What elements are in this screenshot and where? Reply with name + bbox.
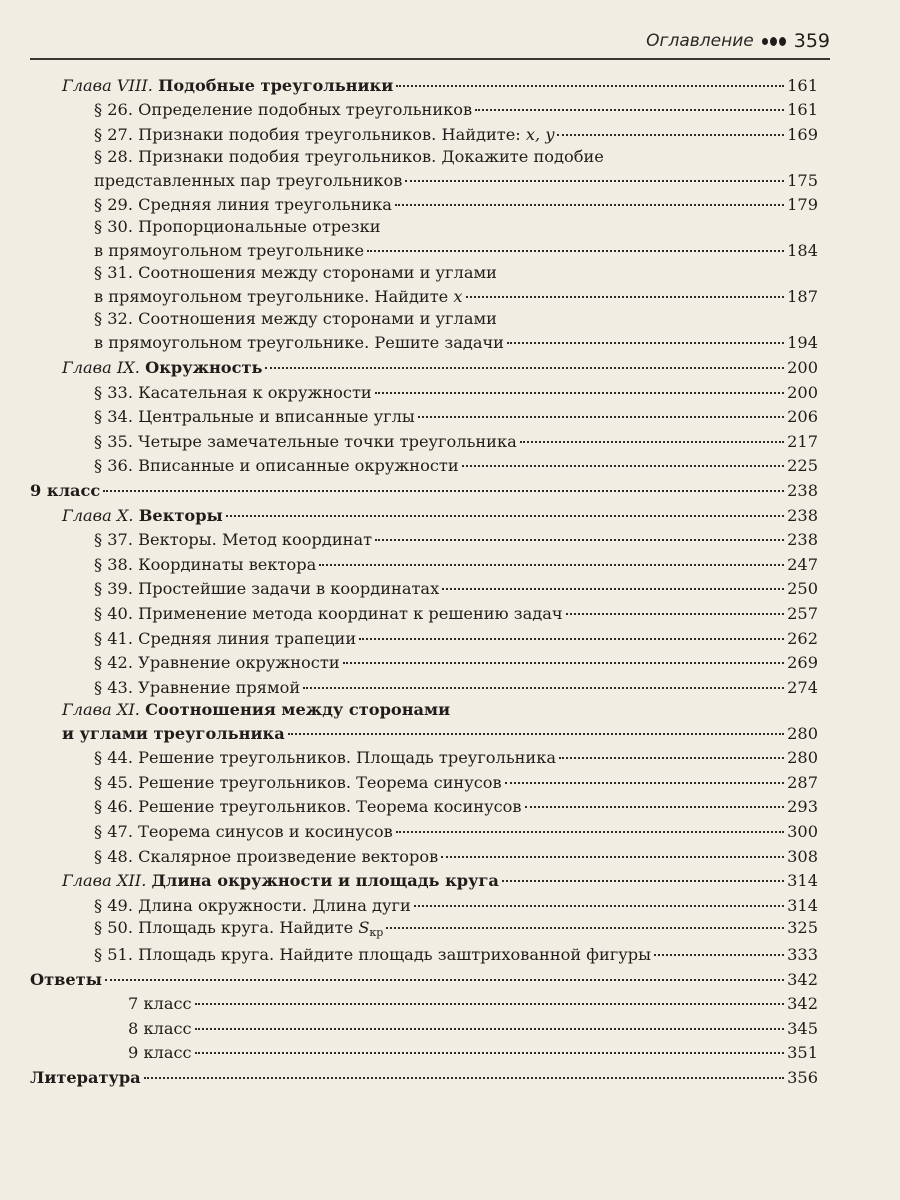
- toc-section-entry[interactable]: [94, 146, 818, 192]
- toc-page-number: 280: [787, 748, 818, 768]
- chapter-label: Глава XII.: [62, 871, 147, 891]
- toc-entry-title: [94, 407, 418, 426]
- dot-leader: [396, 85, 784, 87]
- chapter-label: Глава XI.: [62, 699, 140, 719]
- toc-entry-title: [30, 1068, 144, 1087]
- toc-entry-line: [94, 383, 818, 402]
- dot-leader: [375, 392, 784, 394]
- toc-page-number: 293: [787, 797, 818, 817]
- toc-section-entry[interactable]: [94, 551, 818, 576]
- toc-entry-title: [62, 358, 265, 377]
- toc-page-number: 274: [787, 677, 818, 697]
- math-variable: x, y: [525, 124, 555, 144]
- toc-entry-text: § 49. Длина окружности. Длина дуги: [94, 895, 411, 915]
- chapter-label: Глава X.: [62, 505, 134, 525]
- toc-entry-title: [94, 287, 466, 306]
- toc-entry-line: [128, 1043, 818, 1062]
- toc-page-number: 308: [787, 846, 818, 866]
- toc-page-number: 262: [787, 628, 818, 648]
- toc-entry-title: [94, 195, 395, 214]
- toc-section-entry[interactable]: [94, 769, 818, 794]
- toc-entry-title: [94, 896, 414, 915]
- toc-entry-title-line1: § 30. Пропорциональные отрезки: [94, 217, 381, 237]
- dot-leader: [367, 250, 784, 252]
- toc-entry-line: [94, 653, 818, 672]
- toc-entry-text: § 27. Признаки подобия треугольников. Найдите:: [94, 124, 526, 144]
- toc-entry-title: [94, 171, 405, 190]
- toc-entry-text: § 39. Простейшие задачи в координатах: [94, 579, 440, 599]
- dot-leader: [265, 367, 784, 369]
- toc-section-entry[interactable]: [94, 379, 818, 404]
- toc-chapter-entry[interactable]: [62, 868, 818, 893]
- toc-page-number: 314: [787, 895, 818, 915]
- toc-entry-line: [94, 797, 818, 816]
- toc-entry-title: [94, 333, 507, 352]
- toc-entry-title: [94, 555, 319, 574]
- toc-section-entry[interactable]: [94, 843, 818, 868]
- toc-entry-text: в прямоугольном треугольнике. Решите задачи: [94, 333, 504, 353]
- toc-part-entry[interactable]: [30, 1064, 818, 1089]
- chapter-name: Векторы: [138, 505, 223, 525]
- toc-entry-line: [94, 629, 818, 648]
- toc-entry-text: § 29. Средняя линия треугольника: [94, 195, 392, 215]
- chapter-label: Глава IX.: [62, 357, 140, 377]
- toc-answer-entry[interactable]: [128, 991, 818, 1016]
- dot-leader: [442, 588, 784, 590]
- dot-leader: [520, 441, 784, 443]
- toc-entry-text: § 45. Решение треугольников. Теорема синусов: [94, 772, 502, 792]
- toc-entry-title: [94, 579, 442, 598]
- toc-entry-line: [94, 579, 818, 598]
- dot-leader: [414, 905, 784, 907]
- toc-page-number: 187: [787, 287, 818, 307]
- toc-answer-entry[interactable]: [128, 1015, 818, 1040]
- toc-entry-text: 9 класс: [128, 1043, 192, 1063]
- toc-entry-title: [94, 100, 475, 119]
- dot-leader: [441, 856, 784, 858]
- toc-entry-text: § 47. Теорема синусов и косинусов: [94, 822, 393, 842]
- toc-entry-text: § 36. Вписанные и описанные окружности: [94, 456, 459, 476]
- toc-entry-title: [62, 76, 396, 95]
- toc-page-number: 351: [787, 1043, 818, 1063]
- toc-entry-line: [94, 100, 818, 119]
- toc-section-entry[interactable]: [94, 262, 818, 308]
- toc-entry-title: [94, 432, 520, 451]
- toc-page-number: 280: [787, 723, 818, 743]
- toc-section-entry[interactable]: [94, 527, 818, 552]
- toc-entry-title: [94, 125, 557, 144]
- dot-leader: [475, 109, 784, 111]
- page-header: [30, 28, 830, 60]
- toc-entry-title: [94, 530, 375, 549]
- dot-leader: [502, 880, 784, 882]
- dot-leader: [395, 204, 784, 206]
- toc-page-number: 342: [787, 969, 818, 989]
- toc-entry-title: [128, 994, 195, 1013]
- toc-entry-text: 8 класс: [128, 1018, 192, 1038]
- toc-entry-line: [128, 994, 818, 1013]
- toc-page-number: 257: [787, 603, 818, 623]
- toc-entry-title-line1: § 28. Признаки подобия треугольников. Докажите подобие: [94, 146, 604, 166]
- toc-entry-line: [94, 604, 818, 623]
- toc-entry-text: в прямоугольном треугольнике: [94, 241, 365, 261]
- toc-entry-title: [94, 918, 386, 939]
- toc-entry-title-line1: § 32. Соотношения между сторонами и углами: [94, 309, 497, 329]
- toc-entry-text: Литература: [30, 1068, 141, 1087]
- toc-entry-text: § 51. Площадь круга. Найдите площадь заштрихованной фигуры: [94, 945, 652, 965]
- toc-chapter-entry[interactable]: [62, 699, 818, 745]
- toc-page-number: 250: [787, 579, 818, 599]
- toc-section-entry[interactable]: [94, 794, 818, 819]
- toc-page-number: 342: [787, 994, 818, 1014]
- toc-chapter-entry[interactable]: [62, 354, 818, 379]
- ornament-dots-icon: [762, 37, 786, 46]
- toc-entry-text: § 42. Уравнение окружности: [94, 653, 340, 673]
- math-variable: S: [358, 918, 370, 938]
- toc-chapter-entry[interactable]: [62, 72, 818, 97]
- dot-leader: [195, 1003, 784, 1005]
- dot-leader: [507, 342, 784, 344]
- dot-leader: [405, 180, 784, 182]
- toc-entry-line: [94, 678, 818, 697]
- toc-page-number: 206: [787, 407, 818, 427]
- toc-entry-title: [94, 847, 441, 866]
- toc-page-number: 194: [787, 333, 818, 353]
- toc-entry-line: [94, 171, 818, 190]
- toc-section-entry[interactable]: [94, 625, 818, 650]
- toc-entry-title: [62, 724, 288, 743]
- dot-leader: [105, 979, 784, 981]
- dot-leader: [195, 1052, 784, 1054]
- toc-entry-title: [94, 748, 559, 767]
- dot-leader: [103, 490, 784, 492]
- toc-section-entry[interactable]: [94, 674, 818, 699]
- toc-entry-text: представленных пар треугольников: [94, 170, 403, 190]
- chapter-name: и углами треугольника: [62, 723, 285, 743]
- toc-page-number: 200: [787, 382, 818, 402]
- toc-entry-line: [94, 748, 818, 767]
- toc-page-number: 356: [787, 1068, 818, 1087]
- toc-entry-line: [94, 125, 818, 144]
- toc-page-number: 247: [787, 554, 818, 574]
- toc-entry-text: § 33. Касательная к окружности: [94, 382, 372, 402]
- dot-leader: [359, 638, 784, 640]
- toc-entry-title: [94, 383, 375, 402]
- toc-section-entry[interactable]: [94, 404, 818, 429]
- toc-entry-title: [30, 970, 105, 989]
- toc-entry-line: [30, 481, 818, 500]
- toc-entry-title: [94, 456, 462, 475]
- dot-leader: [466, 296, 785, 298]
- math-subscript: кр: [369, 926, 384, 940]
- toc-entry-title: [94, 773, 505, 792]
- chapter-label: Глава VIII.: [62, 75, 153, 95]
- toc-entry-line: [94, 432, 818, 451]
- toc-entry-line: [62, 724, 818, 743]
- dot-leader: [144, 1077, 784, 1079]
- chapter-name: Подобные треугольники: [158, 75, 394, 95]
- toc-entry-line: [30, 970, 818, 989]
- dot-leader: [303, 687, 784, 689]
- toc-entry-line: [94, 530, 818, 549]
- toc-entry-line: [94, 407, 818, 426]
- toc-section-entry[interactable]: [94, 818, 818, 843]
- toc-entry-line: [62, 506, 818, 525]
- toc-entry-line: [94, 847, 818, 866]
- toc-part-entry[interactable]: [30, 477, 818, 502]
- toc-entry-text: 9 класс: [30, 480, 101, 500]
- toc-page-number: 238: [787, 530, 818, 550]
- toc-page-number: 169: [787, 124, 818, 144]
- toc-page-number: 225: [787, 456, 818, 476]
- toc-entry-line: [94, 918, 818, 939]
- toc-page-number: 300: [787, 822, 818, 842]
- toc-entry-line: [94, 195, 818, 214]
- dot-leader: [226, 515, 784, 517]
- toc-entry-text: § 48. Скалярное произведение векторов: [94, 846, 439, 866]
- toc-entry-line: [94, 287, 818, 306]
- toc-entry-line: [94, 822, 818, 841]
- toc-section-entry[interactable]: [94, 308, 818, 354]
- toc-page-number: 179: [787, 195, 818, 215]
- toc-page-number: 161: [787, 75, 818, 95]
- toc-entry-title: [94, 678, 303, 697]
- toc-section-entry[interactable]: [94, 192, 818, 217]
- dot-leader: [557, 134, 784, 136]
- dot-leader: [566, 613, 785, 615]
- toc-section-entry[interactable]: [94, 428, 818, 453]
- dot-leader: [525, 806, 785, 808]
- toc-entry-title: [62, 871, 502, 890]
- toc-section-entry[interactable]: [94, 650, 818, 675]
- toc-section-entry[interactable]: [94, 97, 818, 122]
- toc-entry-line: [62, 76, 818, 95]
- toc-entry-line: [62, 358, 818, 377]
- page-number: 359: [793, 30, 830, 52]
- toc-part-entry[interactable]: [30, 966, 818, 991]
- toc-entry-title: [62, 506, 226, 525]
- toc-page-number: 161: [787, 100, 818, 120]
- dot-leader: [386, 927, 784, 929]
- toc-entry-text: § 34. Центральные и вписанные углы: [94, 407, 415, 427]
- dot-leader: [462, 465, 784, 467]
- toc-page-number: 184: [787, 241, 818, 261]
- dot-leader: [505, 782, 784, 784]
- toc-page-number: 238: [787, 505, 818, 525]
- toc-entry-text: в прямоугольном треугольнике. Найдите: [94, 287, 454, 307]
- toc-entry-title: [94, 629, 359, 648]
- toc-entry-line: [94, 555, 818, 574]
- toc-entry-text: § 44. Решение треугольников. Площадь треугольника: [94, 748, 556, 768]
- toc-entry-line: [94, 333, 818, 352]
- toc-section-entry[interactable]: [94, 576, 818, 601]
- toc-entry-text: § 40. Применение метода координат к решению задач: [94, 603, 563, 623]
- chapter-name: Окружность: [145, 357, 263, 377]
- toc-entry-text: § 46. Решение треугольников. Теорема косинусов: [94, 797, 522, 817]
- toc-section-entry[interactable]: [94, 600, 818, 625]
- toc-entry-text: 7 класс: [128, 994, 192, 1014]
- toc-entry-text: § 35. Четыре замечательные точки треугольника: [94, 431, 517, 451]
- toc-chapter-entry[interactable]: [62, 502, 818, 527]
- toc-section-entry[interactable]: [94, 892, 818, 917]
- toc-entry-text: § 26. Определение подобных треугольников: [94, 100, 473, 120]
- table-of-contents: [30, 72, 818, 1089]
- toc-section-entry[interactable]: [94, 941, 818, 966]
- dot-leader: [343, 662, 784, 664]
- toc-answer-entry[interactable]: [128, 1040, 818, 1065]
- toc-entry-title: [94, 797, 525, 816]
- toc-entry-title: [128, 1043, 195, 1062]
- toc-entry-title-line1: [62, 700, 450, 719]
- dot-leader: [559, 757, 784, 759]
- header-section-title: Оглавление: [646, 31, 754, 51]
- toc-page-number: 200: [787, 357, 818, 377]
- toc-entry-line: [128, 1019, 818, 1038]
- toc-entry-text: Ответы: [30, 969, 102, 989]
- dot-leader: [288, 733, 784, 735]
- toc-page-number: 269: [787, 653, 818, 673]
- toc-entry-text: § 38. Координаты вектора: [94, 554, 317, 574]
- dot-leader: [375, 539, 784, 541]
- toc-entry-text: § 43. Уравнение прямой: [94, 677, 301, 697]
- toc-entry-title: [94, 945, 654, 964]
- toc-page-number: 217: [787, 431, 818, 451]
- toc-page-number: 314: [787, 871, 818, 891]
- toc-entry-line: [94, 896, 818, 915]
- math-variable: x: [453, 287, 463, 307]
- toc-entry-title: [94, 604, 566, 623]
- toc-entry-text: § 41. Средняя линия трапеции: [94, 628, 357, 648]
- chapter-name: Длина окружности и площадь круга: [151, 871, 499, 891]
- toc-page-number: 238: [787, 480, 818, 500]
- toc-page-number: 325: [787, 918, 818, 938]
- toc-page-number: 333: [787, 945, 818, 965]
- toc-section-entry[interactable]: [94, 745, 818, 770]
- toc-entry-line: [94, 456, 818, 475]
- toc-entry-title: [94, 241, 367, 260]
- toc-entry-text: § 37. Векторы. Метод координат: [94, 530, 373, 550]
- dot-leader: [418, 416, 784, 418]
- toc-entry-title: [30, 481, 103, 500]
- toc-section-entry[interactable]: [94, 216, 818, 262]
- toc-page-number: 175: [787, 170, 818, 190]
- toc-entry-title-line1: § 31. Соотношения между сторонами и углами: [94, 263, 497, 283]
- toc-section-entry[interactable]: [94, 121, 818, 146]
- dot-leader: [396, 831, 784, 833]
- dot-leader: [319, 564, 784, 566]
- toc-entry-line: [62, 871, 818, 890]
- toc-entry-line: [94, 241, 818, 260]
- toc-section-entry[interactable]: [94, 917, 818, 942]
- toc-page-number: 345: [787, 1018, 818, 1038]
- toc-page-number: 287: [787, 772, 818, 792]
- toc-section-entry[interactable]: [94, 453, 818, 478]
- dot-leader: [654, 954, 784, 956]
- dot-leader: [195, 1028, 784, 1030]
- toc-entry-line: [94, 945, 818, 964]
- toc-entry-title: [94, 653, 343, 672]
- header-right: [646, 30, 830, 52]
- toc-entry-title: [94, 822, 396, 841]
- toc-entry-line: [30, 1068, 818, 1087]
- toc-entry-text: § 50. Площадь круга. Найдите: [94, 918, 359, 938]
- toc-entry-title: [128, 1019, 195, 1038]
- chapter-name: Соотношения между сторонами: [145, 699, 451, 719]
- toc-entry-line: [94, 773, 818, 792]
